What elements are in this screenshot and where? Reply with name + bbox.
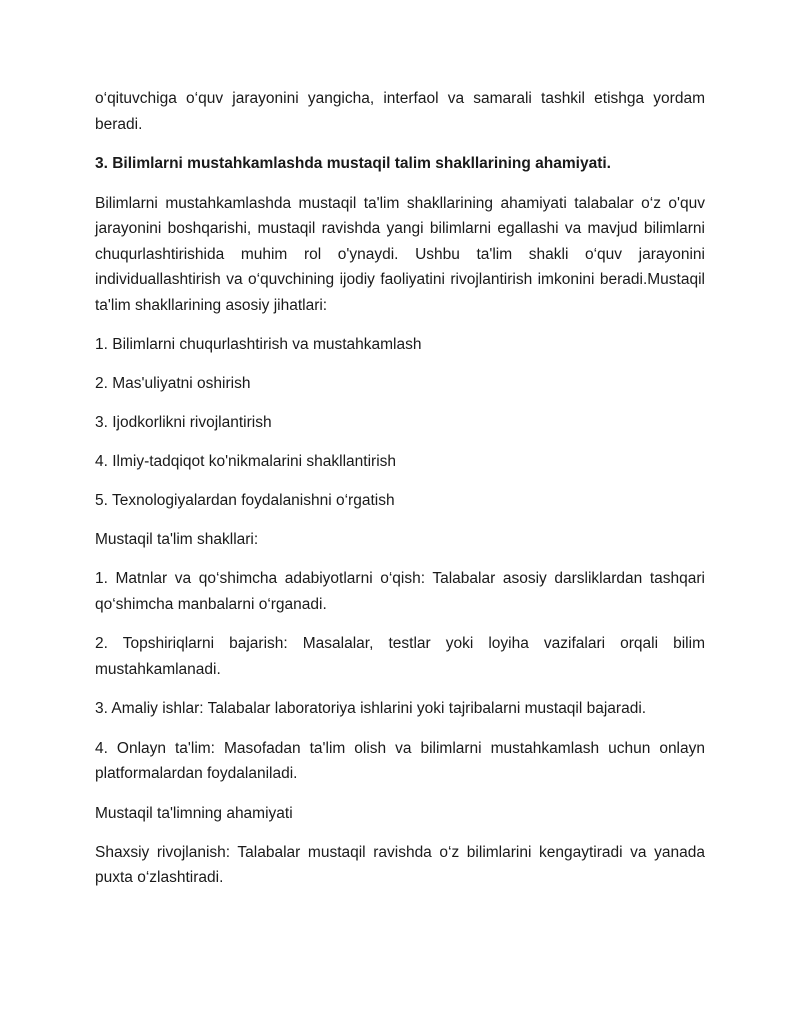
form-item: 2. Topshiriqlarni bajarish: Masalalar, testlar yoki loyiha vazifalari orqali bilim mustahkamlanadi. (95, 635, 705, 678)
importance-paragraph: Shaxsiy rivojlanish: Talabalar mustaqil ravishda o‘z bilimlarini kengaytiradi va yanada puxta o‘zlashtiradi. (95, 843, 705, 886)
document-page (95, 86, 705, 905)
intro-continuation: o‘qituvchiga o‘quv jarayonini yangicha, interfaol va samarali tashkil etishga yordam beradi. (95, 90, 705, 133)
aspect-item: 3. Ijodkorlikni rivojlantirish (95, 414, 272, 431)
aspect-item: 2. Mas'uliyatni oshirish (95, 375, 251, 392)
section-heading: 3. Bilimlarni mustahkamlashda mustaqil talim shakllarining ahamiyati. (95, 155, 611, 172)
section-paragraph: Bilimlarni mustahkamlashda mustaqil ta'lim shakllarining ahamiyati talabalar o‘z o'quv jarayonini boshqarishi, mustaqil ravishda yangi bilimlarni egallashi va mavjud bilimlarni chuqurlashtirishida muhim rol o'ynaydi. Ushbu ta'lim shakli o‘quv jarayonini individuallashtirish va o‘quvchining ijodiy faoliyatini rivojlantirish imkonini beradi.Mustaqil ta'lim shakllarining asosiy jihatlari: (95, 194, 705, 314)
form-item: 4. Onlayn ta'lim: Masofadan ta'lim olish va bilimlarni mustahkamlash uchun onlayn platformalardan foydalaniladi. (95, 739, 705, 782)
form-item: 3. Amaliy ishlar: Talabalar laboratoriya ishlarini yoki tajribalarni mustaqil bajaradi. (95, 700, 647, 717)
forms-heading: Mustaqil ta'lim shakllari: (95, 531, 259, 548)
form-item: 1. Matnlar va qo‘shimcha adabiyotlarni o‘qish: Talabalar asosiy darsliklardan tashqari qo‘shimcha manbalarni o‘rganadi. (95, 570, 705, 613)
aspect-item: 1. Bilimlarni chuqurlashtirish va mustahkamlash (95, 336, 422, 353)
aspect-item: 4. Ilmiy-tadqiqot ko'nikmalarini shakllantirish (95, 453, 397, 470)
aspect-item: 5. Texnologiyalardan foydalanishni o‘rgatish (95, 492, 395, 509)
importance-heading: Mustaqil ta'limning ahamiyati (95, 804, 293, 822)
